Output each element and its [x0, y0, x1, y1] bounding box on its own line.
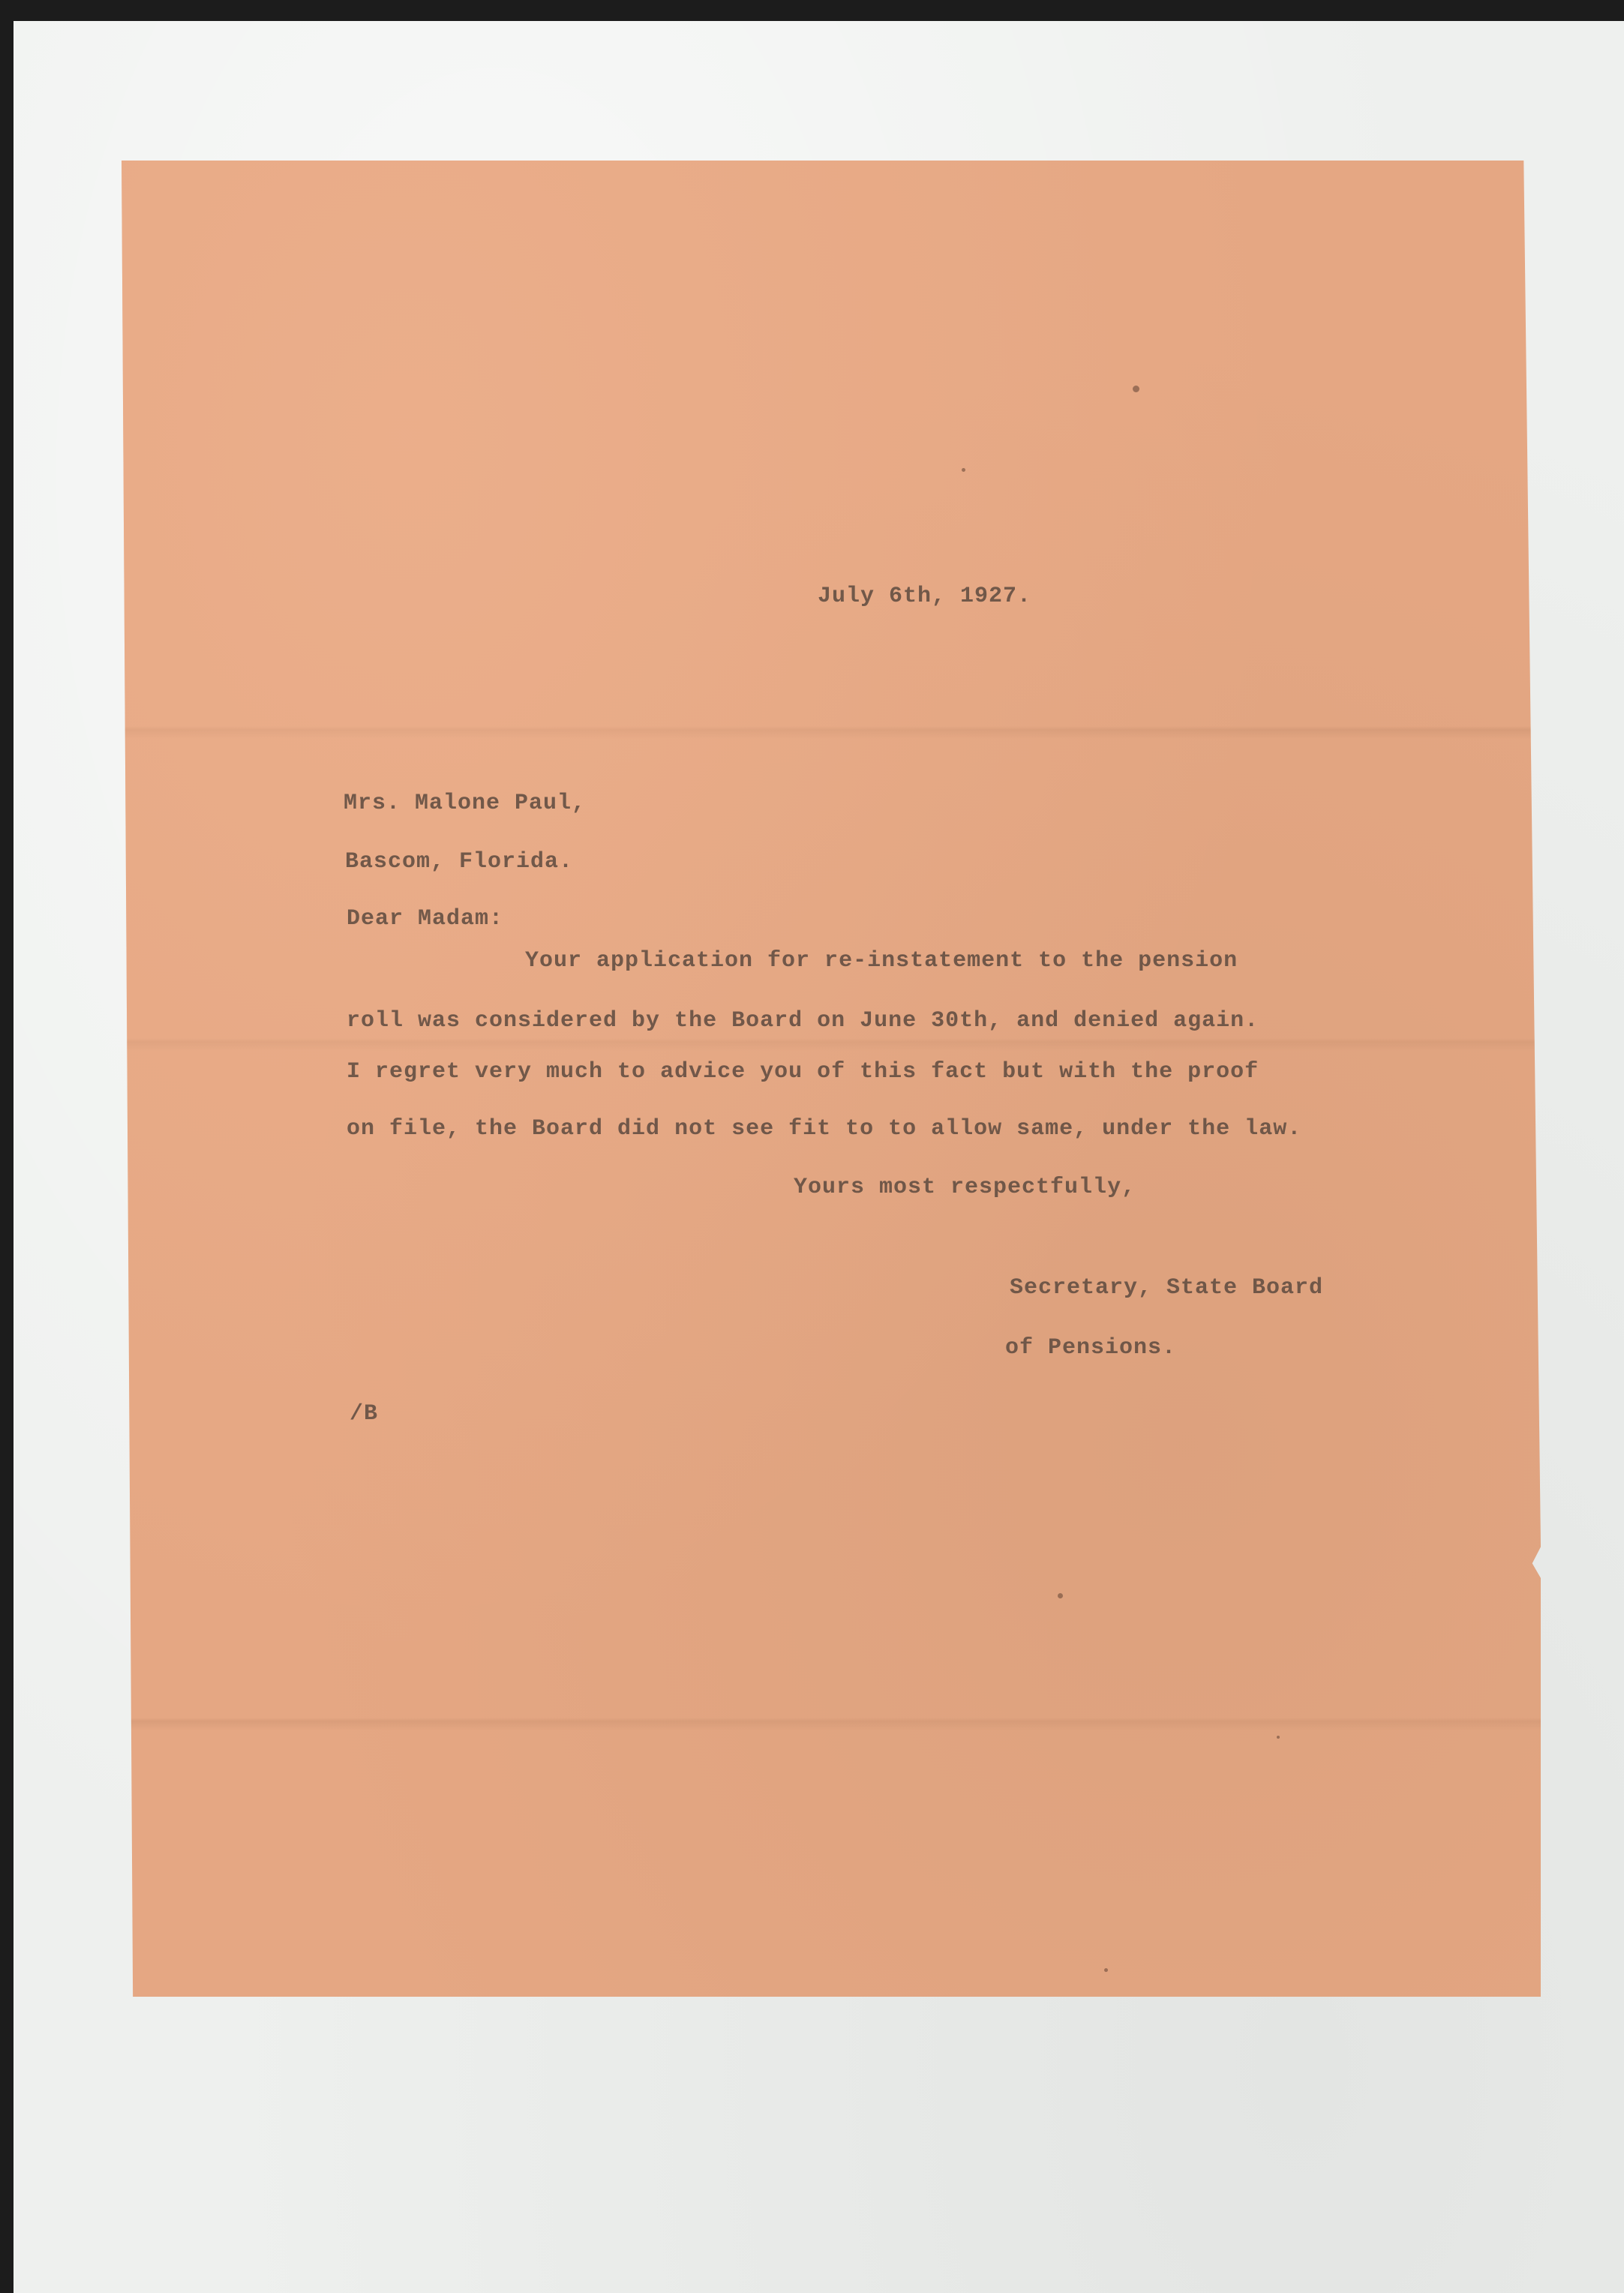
paper-speck	[1277, 1736, 1280, 1739]
signature-title: Secretary, State Board	[1010, 1275, 1324, 1301]
typist-initials: /B	[350, 1401, 379, 1427]
paper-speck	[962, 468, 965, 472]
body-line: roll was considered by the Board on June 30th, and denied again.	[347, 1008, 1259, 1034]
letter-date: July 6th, 1927.	[818, 584, 1032, 609]
paper-speck	[1133, 386, 1139, 392]
body-line: on file, the Board did not see fit to to allow same, under the law.	[347, 1116, 1302, 1142]
paper-speck	[1058, 1593, 1063, 1598]
closing: Yours most respectfully,	[794, 1175, 1136, 1200]
body-line: Your application for re-instatement to the pension	[525, 948, 1238, 974]
paper-speck	[1104, 1968, 1108, 1972]
recipient-name: Mrs. Malone Paul,	[344, 791, 587, 816]
body-line: I regret very much to advice you of this fact but with the proof	[347, 1059, 1259, 1085]
salutation: Dear Madam:	[347, 906, 504, 932]
recipient-location: Bascom, Florida.	[345, 849, 574, 875]
signature-title: of Pensions.	[1005, 1335, 1177, 1361]
